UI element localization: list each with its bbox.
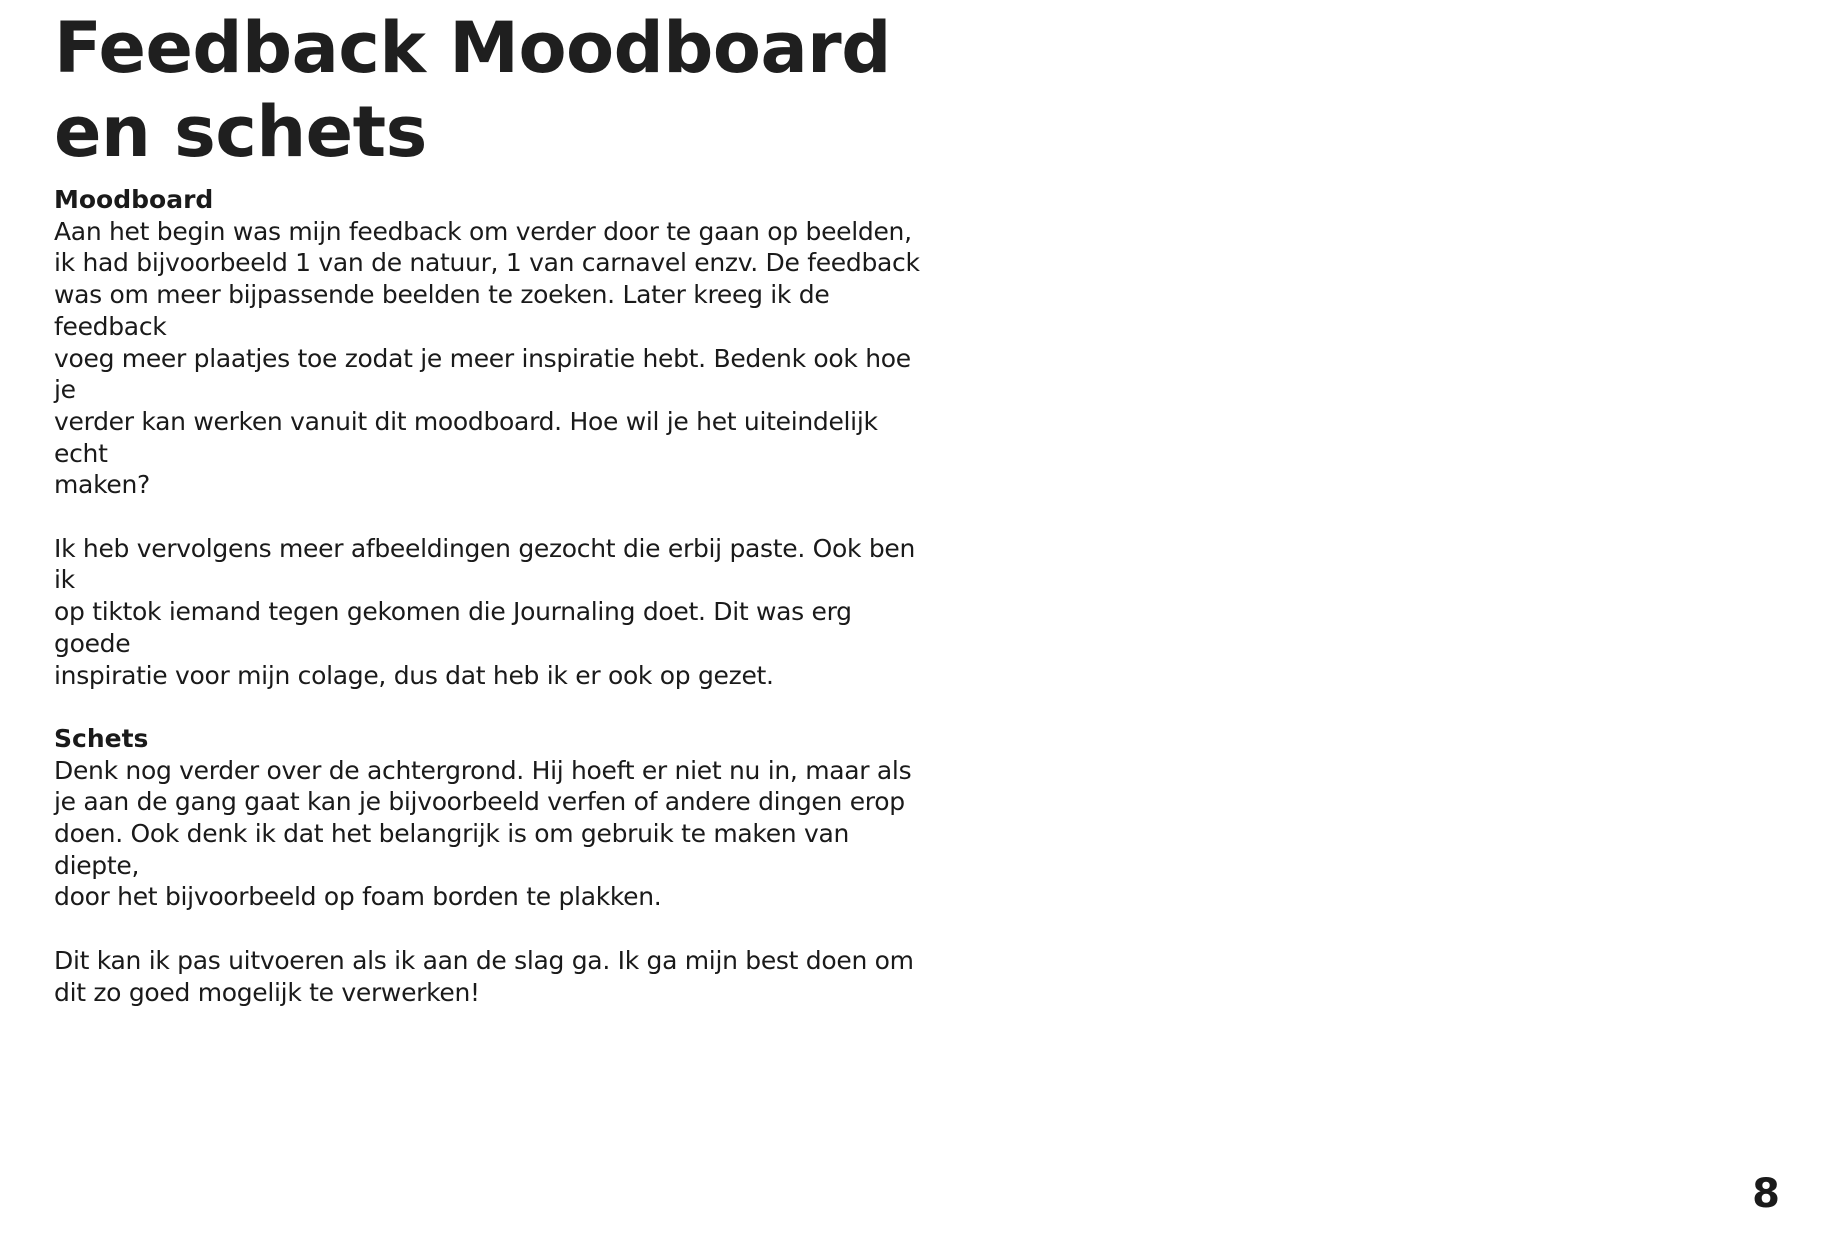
- page-title: [54, 6, 934, 174]
- section-heading-moodboard: Moodboard: [54, 185, 214, 214]
- section-spacer: [54, 691, 934, 723]
- section-schets: [54, 723, 934, 1008]
- page-title-line-1: Feedback Moodboard: [54, 7, 891, 89]
- paragraph-schets-feedback: Denk nog verder over de achtergrond. Hij hoeft er niet nu in, maar als je aan de gang gaat kan je bijvoorbeeld verfen of andere dingen erop doen. Ook denk ik dat het belangrijk is om gebruik te maken van diepte, door het bijvoorbeeld op foam borden te plakken.: [54, 755, 912, 912]
- page-content: [54, 6, 934, 1008]
- paragraph-spacer: [54, 501, 934, 533]
- paragraph-schets-response: Dit kan ik pas uitvoeren als ik aan de slag ga. Ik ga mijn best doen om dit zo goed mogelijk te verwerken!: [54, 945, 914, 1007]
- page-number: 8: [1752, 1171, 1780, 1217]
- page-title-line-2: en schets: [54, 91, 427, 173]
- paragraph-moodboard-feedback: Aan het begin was mijn feedback om verder door te gaan op beelden, ik had bijvoorbeeld 1 van de natuur, 1 van carnavel enzv. De feedback was om meer bijpassende beelden te zoeken. Later kreeg ik de feedback voeg meer plaatjes toe zodat je meer inspiratie hebt. Bedenk ook hoe je verder kan werken vanuit dit moodboard. Hoe wil je het uiteindelijk echt maken?: [54, 216, 920, 500]
- paragraph-spacer: [54, 913, 934, 945]
- section-moodboard: [54, 184, 934, 691]
- title-spacer: [54, 174, 934, 184]
- section-heading-schets: Schets: [54, 723, 149, 753]
- paragraph-moodboard-response: Ik heb vervolgens meer afbeeldingen gezocht die erbij paste. Ook ben ik op tiktok iemand tegen gekomen die Journaling doet. Dit was erg goede inspiratie voor mijn colage, dus dat heb ik er ook op gezet.: [54, 533, 916, 690]
